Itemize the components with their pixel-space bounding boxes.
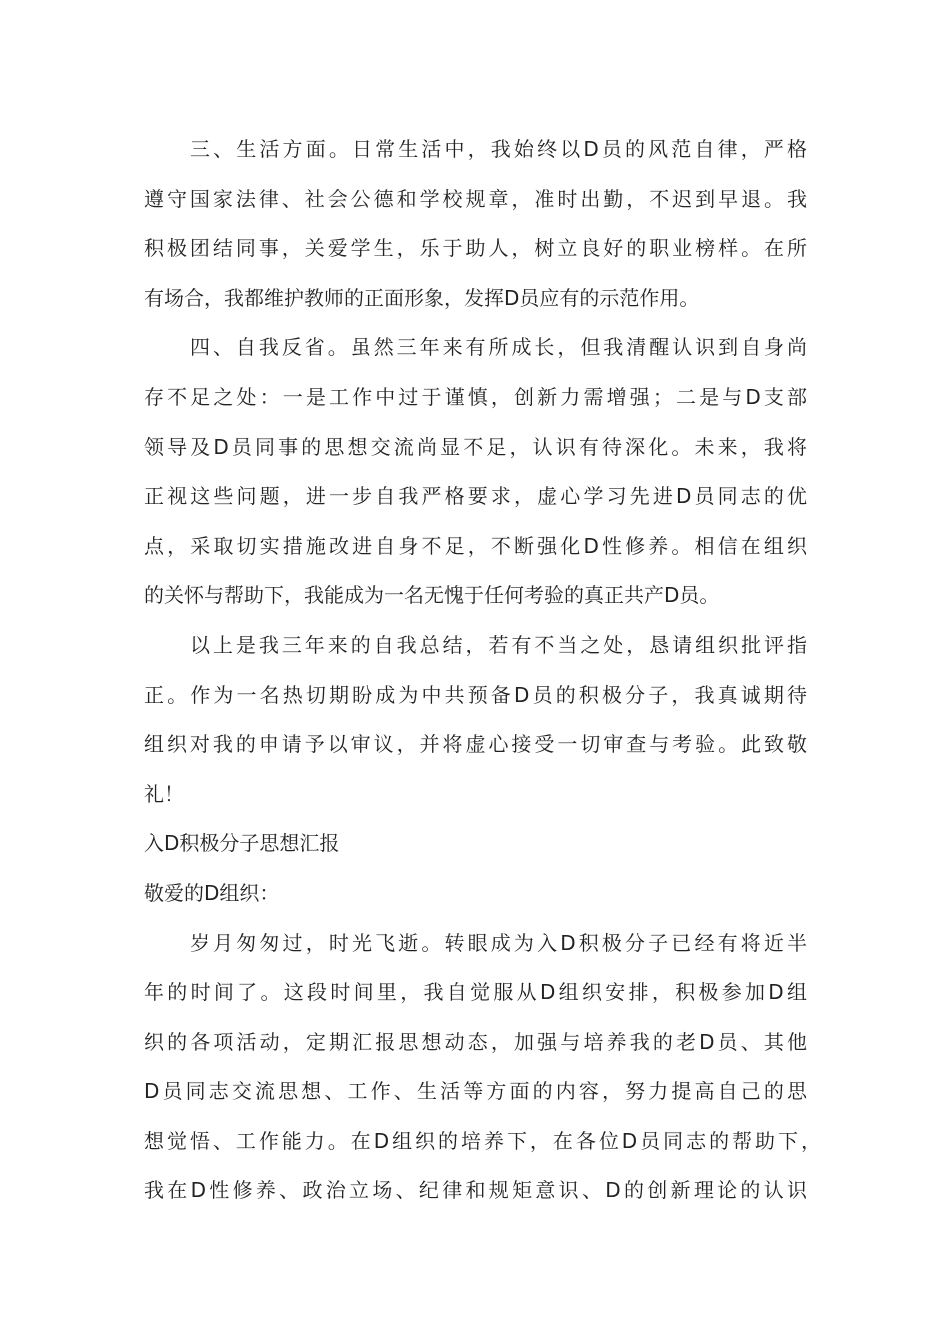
paragraph <box>144 125 807 323</box>
text-line: 三、生活方面。日常生活中，我始终以D员的风范自律，严格 <box>190 137 807 161</box>
paragraph <box>144 323 807 621</box>
paragraph <box>144 919 821 1217</box>
text-line: 正。作为一名热切期盼成为中共预备D员的积极分子，我真诚期待 <box>144 682 807 707</box>
paragraph <box>144 869 807 919</box>
text-line: 岁月匆匆过，时光飞逝。转眼成为入D积极分子已经有将近半 <box>190 930 807 955</box>
text-line: 四、自我反省。虽然三年来有所成长，但我清醒认识到自身尚 <box>190 335 807 360</box>
text-line: 有场合，我都维护教师的正面形象，发挥D员应有的示范作用。 <box>144 285 700 310</box>
text-line: 织的各项活动，定期汇报思想动态，加强与培养我的老D员、其他 <box>144 1029 807 1054</box>
text-line: 的关怀与帮助下，我能成为一名无愧于任何考验的真正共产D员。 <box>144 583 720 608</box>
text-line: 敬爱的D组织： <box>144 880 280 905</box>
text-line: D员同志交流思想、工作、生活等方面的内容，努力提高自己的思 <box>144 1079 807 1104</box>
document-page <box>144 125 821 1216</box>
text-line: 遵守国家法律、社会公德和学校规章，准时出勤，不迟到早退。我 <box>144 186 807 211</box>
text-line: 以上是我三年来的自我总结，若有不当之处，恳请组织批评指 <box>190 632 807 657</box>
text-line: 年的时间了。这段时间里，我自觉服从D组织安排，积极参加D组 <box>144 980 807 1005</box>
text-line: 正视这些问题，进一步自我严格要求，虚心学习先进D员同志的优 <box>144 484 807 509</box>
text-line: 积极团结同事，关爱学生，乐于助人，树立良好的职业榜样。在所 <box>144 236 807 261</box>
text-line: 领导及D员同事的思想交流尚显不足，认识有待深化。未来，我将 <box>144 434 807 459</box>
paragraph <box>144 621 807 819</box>
text-line: 入D积极分子思想汇报 <box>144 831 340 856</box>
text-line: 想觉悟、工作能力。在D组织的培养下，在各位D员同志的帮助下， <box>144 1128 821 1153</box>
text-line: 礼！ <box>144 781 184 806</box>
text-line: 组织对我的申请予以审议，并将虚心接受一切审查与考验。此致敬 <box>144 732 807 757</box>
text-line: 存不足之处：一是工作中过于谨慎，创新力需增强；二是与D支部 <box>144 384 807 409</box>
text-line: 点，采取切实措施改进自身不足，不断强化D性修养。相信在组织 <box>144 533 807 558</box>
text-line: 我在D性修养、政治立场、纪律和规矩意识、D的创新理论的认识 <box>144 1178 807 1203</box>
paragraph <box>144 819 807 869</box>
